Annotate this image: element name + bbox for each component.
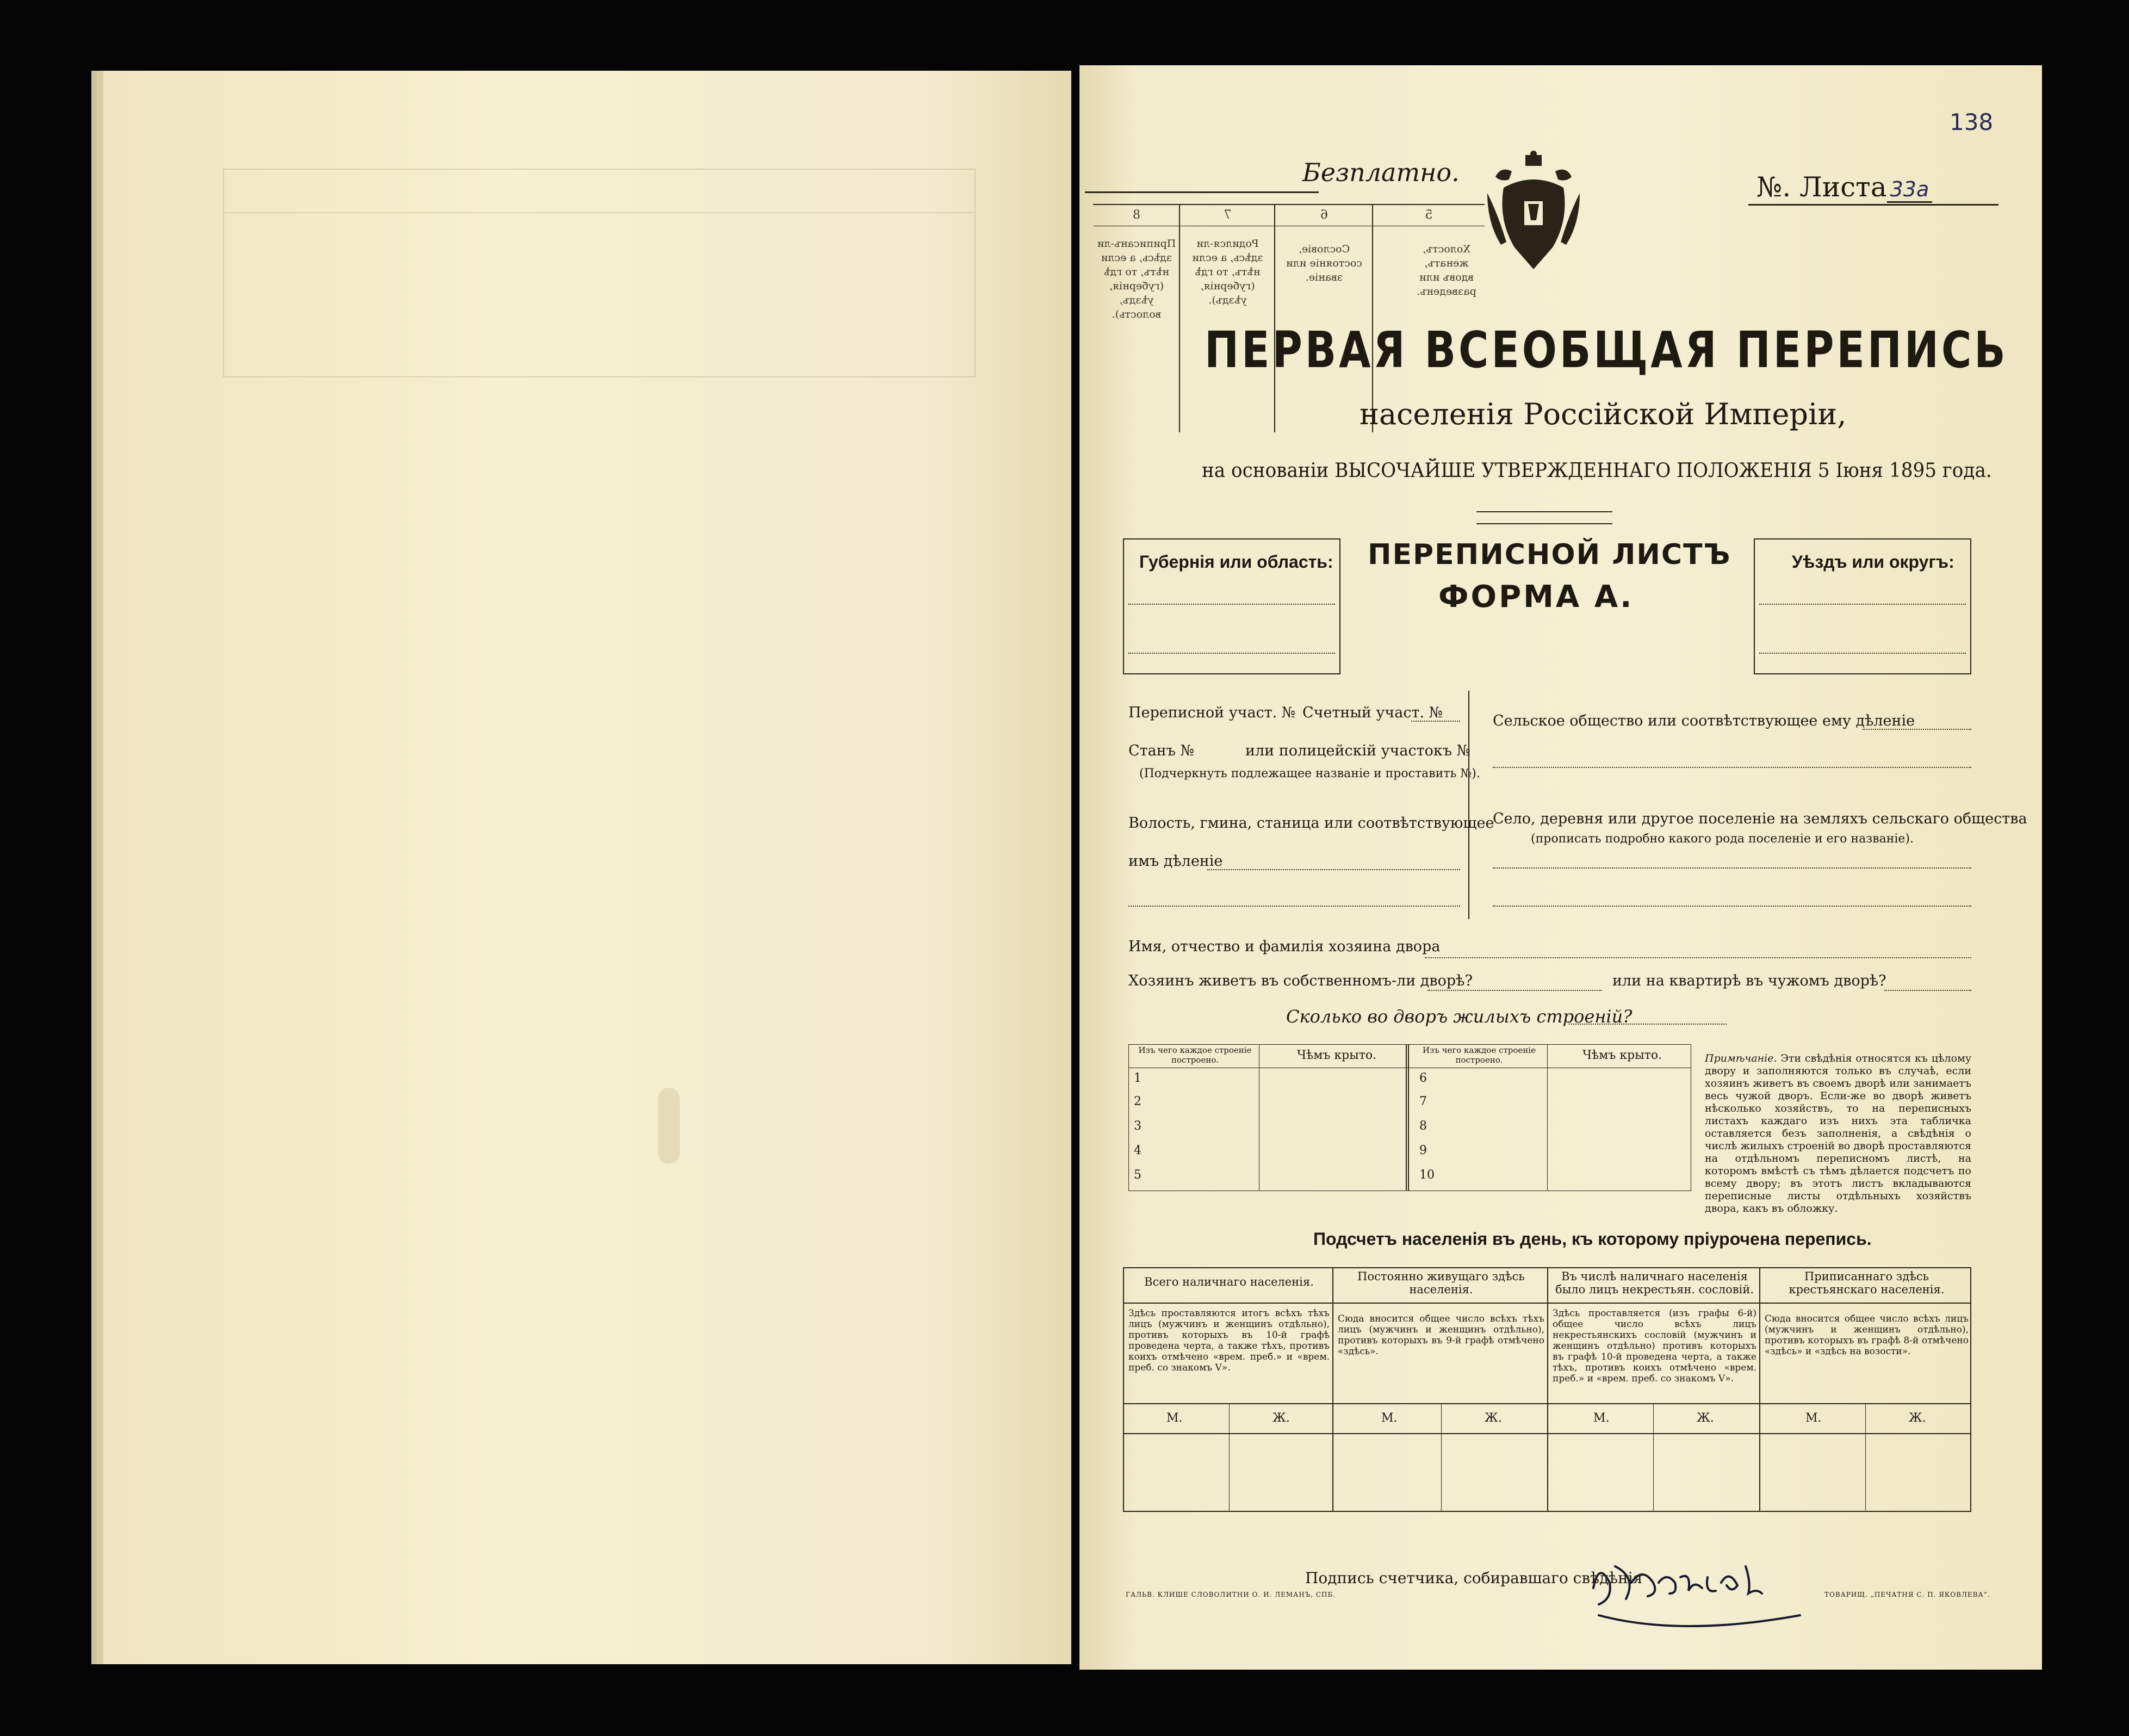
printer-right: ТОВАРИЩ. „ПЕЧАТНЯ С. П. ЯКОВЛЕВА“. — [1824, 1591, 1990, 1598]
podschet-head-1: Всего наличнаго населенія. — [1144, 1275, 1314, 1288]
right-page — [1079, 65, 2042, 1670]
podschet-mz-rule-4 — [1865, 1403, 1866, 1512]
imya-label: Имя, отчество и фамилія хозяина двора — [1128, 938, 1441, 955]
volost-label: Волость, гмина, станица или соотвѣтствующее — [1128, 815, 1494, 832]
podschet-m-2: М. — [1381, 1411, 1398, 1425]
buildings-col2-head-right: Чѣмъ крыто. — [1582, 1049, 1662, 1062]
buildings-row-7: 7 — [1419, 1095, 1427, 1108]
note — [1705, 1052, 1971, 1215]
podschet-body-rule — [1123, 1403, 1971, 1404]
sheet-value: 33а — [1887, 177, 1933, 203]
imya-line — [1425, 957, 1971, 958]
double-headed-eagle-emblem — [1482, 150, 1585, 280]
podschet-m-1: М. — [1166, 1411, 1183, 1425]
skolko-label: Сколько во дворъ жилыхъ строеній? — [1286, 1006, 1633, 1027]
buildings-row-1: 1 — [1134, 1071, 1141, 1085]
gubernia-line-1 — [1128, 604, 1335, 605]
census-subtitle: населенія Россійской Имперіи, — [1360, 397, 1847, 431]
sheet-label-text: №. Листа — [1756, 171, 1887, 203]
buildings-row-9: 9 — [1419, 1144, 1427, 1157]
politseisky-label: или полицейскій участокъ № — [1245, 742, 1471, 759]
volost-line — [1207, 869, 1460, 870]
gubernia-line-2 — [1128, 653, 1335, 654]
selo-line-1 — [1493, 867, 1971, 869]
podpis-label: Подпись счетчика, собиравшаго свѣдѣнія — [1305, 1569, 1643, 1587]
uezd-label: Уѣздъ или округъ: — [1792, 552, 1954, 572]
buildings-row-2: 2 — [1134, 1095, 1141, 1108]
podschet-body-3: Здѣсь проставляется (изъ графы 6-й) общее число всѣхъ лицъ некрестьянскихъ сословій (мужчинъ и женщинъ отдѣльно) противъ которыхъ въ графѣ 10-й проведена черта, а также тѣхъ, противъ коихъ отмѣчено «врем. преб.» и «врем. преб. со знакомъ V». — [1553, 1308, 1756, 1384]
note-text: Эти свѣдѣнія относятся къ цѣлому двору и заполняются только въ случаѣ, если хозяинъ живетъ въ своемъ дворѣ или занимаетъ весь чужой дворъ. Если-же во дворѣ живетъ нѣсколько хозяйствъ, то на переписныхъ листахъ каждаго изъ нихъ эта табличка оставляется безъ заполненія, а свѣдѣнія о числѣ жилыхъ строеній во дворѣ проставляются на отдѣльномъ переписномъ листѣ, на которомъ вмѣстѣ съ тѣмъ дѣлается подсчетъ по всему двору; въ этотъ листъ вкладываются переписные листы отдѣльныхъ хозяйствъ двора, какъ въ обложку. — [1705, 1052, 1971, 1214]
buildings-row-6: 6 — [1419, 1071, 1427, 1085]
show-col-7: 7 — [1224, 208, 1232, 222]
podcherknut-note: (Подчеркнуть подлежащее названіе и проставить №). — [1139, 767, 1480, 780]
show-c5-text: Холостъ, женатъ, вдовъ или разведенъ. — [1417, 243, 1476, 297]
kvartira-label: или на квартирѣ въ чужомъ дворѣ? — [1612, 972, 1886, 989]
selskoe-line-2 — [1493, 767, 1971, 768]
ornament-divider — [1476, 511, 1612, 524]
buildings-row-4: 4 — [1134, 1144, 1141, 1157]
page-number: 138 — [1950, 109, 1994, 135]
podschet-head-rule — [1123, 1303, 1971, 1304]
ikh-delenie-label: имъ дѣленіе — [1128, 853, 1223, 870]
gubernia-label: Губернія или область: — [1139, 552, 1333, 572]
sheet-label — [1756, 171, 1932, 203]
show-c7-text: Родился-ли здѣсь, а если нѣтъ, то гдѣ (губернія, уѣздъ). — [1192, 238, 1263, 306]
field-divider — [1468, 691, 1469, 919]
stain — [658, 1088, 680, 1164]
podschet-head-4: Приписаннаго здѣсь крестьянскаго населенія. — [1789, 1270, 1945, 1296]
show-col-6: 6 — [1320, 208, 1328, 222]
show-through-line — [223, 212, 973, 213]
buildings-row-5: 5 — [1134, 1168, 1141, 1182]
khozyain-line — [1427, 990, 1602, 991]
free-label: Безплатно. — [1302, 158, 1460, 187]
buildings-row-10: 10 — [1419, 1168, 1435, 1182]
show-col-8: 8 — [1133, 208, 1140, 222]
podschet-zh-2: Ж. — [1485, 1411, 1502, 1425]
podschet-mz-rule-1 — [1229, 1403, 1230, 1512]
selo-label: Село, деревня или другое поселеніе на земляхъ сельскаго общества — [1493, 810, 2027, 827]
census-title: ПЕРВАЯ ВСЕОБЩАЯ ПЕРЕПИСЬ — [1205, 321, 2008, 379]
note-title: Примѣчаніе. — [1705, 1052, 1777, 1064]
podschet-mz-rule-2 — [1441, 1403, 1442, 1512]
buildings-row-8: 8 — [1419, 1119, 1427, 1133]
show-c6-text: Сословіе, состояніе или званіе. — [1286, 243, 1363, 283]
schetny-line — [1411, 721, 1460, 722]
top-rule — [1085, 191, 1319, 193]
selskoe-line — [1863, 729, 1971, 730]
podschet-body-1: Здѣсь проставляются итогъ всѣхъ тѣхъ лицъ (мужчинъ и женщинъ отдѣльно), противъ которыхъ въ 10-й графѣ проведена черта, а также тѣхъ, противъ коихъ отмѣчено «врем. преб.» и «врем. преб. со знакомъ V». — [1128, 1308, 1330, 1373]
buildings-col2-head-left: Чѣмъ крыто. — [1297, 1049, 1377, 1062]
khozyain-label: Хозяинъ живетъ въ собственномъ-ли дворѣ? — [1128, 972, 1473, 989]
perepisnoy-label: Переписной участ. № — [1128, 704, 1296, 721]
census-basis: на основаніи ВЫСОЧАЙШЕ УТВЕРЖДЕННАГО ПОЛОЖЕНІЯ 5 Іюня 1895 года. — [1202, 460, 1992, 482]
selo-note: (прописать подробно какого рода поселеніе и его названіе). — [1531, 832, 1914, 846]
podschet-zh-4: Ж. — [1909, 1411, 1926, 1425]
schetny-label: Счетный участ. № — [1302, 704, 1443, 721]
selo-line-2 — [1493, 906, 1971, 907]
show-col-5: 5 — [1425, 208, 1433, 222]
printer-left: ГАЛЬВ. КЛИШЕ СЛОВОЛИТНИ О. И. ЛЕМАНЪ, СПБ. — [1126, 1591, 1336, 1598]
buildings-table — [1128, 1044, 1691, 1191]
volost-line-2 — [1128, 906, 1460, 907]
podschet-zh-3: Ж. — [1697, 1411, 1714, 1425]
podschet-head-3: Въ числѣ наличнаго населенія было лицъ некрестьян. сословій. — [1555, 1270, 1754, 1296]
podschet-mz-rule — [1123, 1433, 1971, 1434]
podschet-body-4: Сюда вносится общее число всѣхъ лицъ (мужчинъ и женщинъ отдѣльно), противъ которыхъ въ графѣ 8-й отмѣчено «здѣсь» и «здѣсь на возости». — [1765, 1313, 1969, 1357]
form-title-2: ФОРМА А. — [1438, 579, 1634, 615]
top-rule-right — [1748, 204, 1998, 206]
buildings-double-rule — [1406, 1044, 1409, 1191]
podschet-m-4: М. — [1805, 1411, 1822, 1425]
form-title-1: ПЕРЕПИСНОЙ ЛИСТЪ — [1368, 538, 1731, 571]
buildings-col1-head-right: Изъ чего каждое строеніе построено. — [1423, 1045, 1536, 1065]
podschet-col-rule-1 — [1332, 1267, 1333, 1512]
enumerator-signature — [1582, 1545, 1811, 1637]
left-page — [103, 71, 1071, 1664]
podschet-col-rule-3 — [1759, 1267, 1760, 1512]
podschet-head-2: Постоянно живущаго здѣсь населенія. — [1357, 1270, 1525, 1296]
podschet-m-3: М. — [1593, 1411, 1610, 1425]
podschet-mz-rule-3 — [1653, 1403, 1654, 1512]
buildings-col1-head-left: Изъ чего каждое строеніе построено. — [1138, 1045, 1252, 1065]
buildings-col-rule-2 — [1547, 1044, 1548, 1191]
show-through-table — [223, 169, 976, 377]
selskoe-label: Сельское общество или соотвѣтствующее ему дѣленіе — [1493, 712, 1915, 729]
stan-label: Станъ № — [1128, 742, 1194, 759]
uezd-line-1 — [1759, 604, 1966, 605]
skolko-line — [1569, 1024, 1727, 1025]
kvartira-line — [1884, 990, 1971, 991]
buildings-row-3: 3 — [1134, 1119, 1141, 1133]
show-c8-text: Приписанъ-ли здѣсь, а если нѣтъ, то гдѣ (губернія, уѣздъ, волость). — [1097, 238, 1176, 320]
uezd-line-2 — [1759, 653, 1966, 654]
podschet-title: Подсчетъ населенія въ день, къ которому пріурочена перепись. — [1313, 1229, 1872, 1249]
podschet-zh-1: Ж. — [1273, 1411, 1290, 1425]
podschet-col-rule-2 — [1547, 1267, 1548, 1512]
podschet-body-2: Сюда вносится общее число всѣхъ тѣхъ лицъ (мужчинъ и женщинъ отдѣльно), противъ которыхъ въ 9-й графѣ отмѣчено «здѣсь». — [1338, 1313, 1544, 1357]
